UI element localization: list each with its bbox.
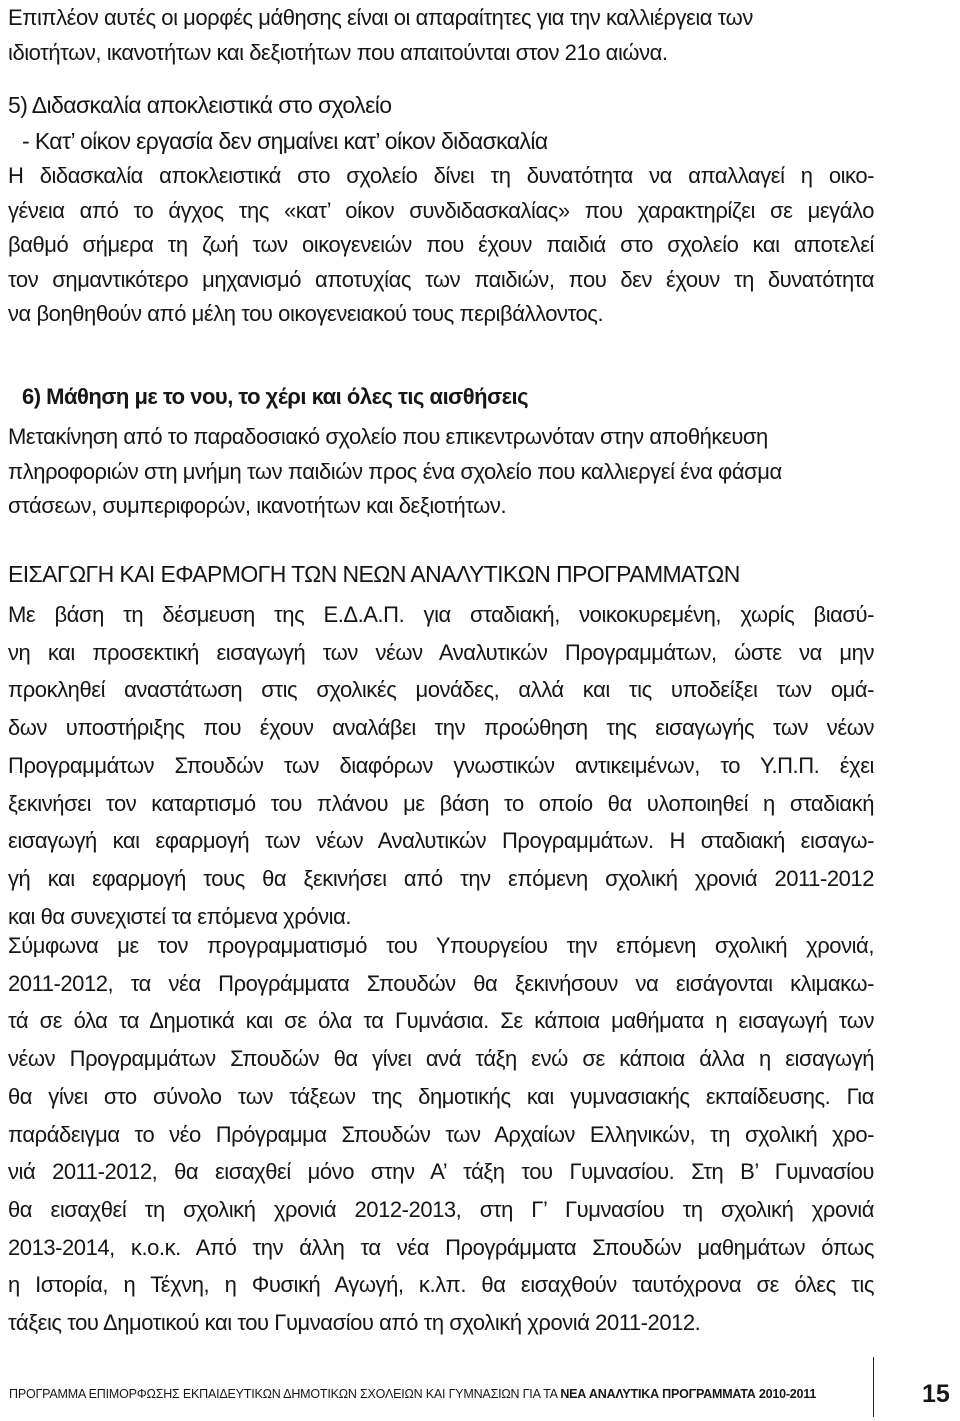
paragraph-2 bbox=[8, 927, 874, 1342]
text-line: τά σε όλα τα Δημοτικά και σε όλα τα Γυμνάσια. Σε κάποια μαθήματα η εισαγωγή των bbox=[8, 1008, 874, 1034]
section-6 bbox=[8, 380, 874, 524]
section-5-body bbox=[8, 159, 874, 332]
text-line: και θα συνεχιστεί τα επόμενα χρόνια. bbox=[8, 903, 352, 929]
text-line: εισαγωγή και εφαρμογή των νέων Αναλυτικών Προγραμμάτων. Η σταδιακή εισαγω- bbox=[8, 828, 874, 854]
text-line: τάξεις του Δημοτικού και του Γυμνασίου από τη σχολική χρονιά 2011-2012. bbox=[8, 1310, 701, 1336]
footer-divider bbox=[873, 1357, 874, 1417]
text-line: δων υποστήριξης που έχουν αναλάβει την προώθηση της εισαγωγής των νέων bbox=[8, 715, 874, 741]
text-line: Σύμφωνα με τον προγραμματισμό του Υπουργείου την επόμενη σχολική χρονιά, bbox=[8, 933, 874, 958]
text-line: Με βάση τη δέσμευση της Ε.Δ.Α.Π. για σταδιακή, νοικοκυρεμένη, χωρίς βιασύ- bbox=[8, 602, 874, 627]
text-line: νη και προσεκτική εισαγωγή των νέων Αναλυτικών Προγραμμάτων, ώστε να μην bbox=[8, 639, 874, 665]
text-line: βαθμό σήμερα τη ζωή των οικογενειών που έχουν παιδιά στο σχολείο και αποτελεί bbox=[8, 232, 874, 257]
section-5-heading: 5) Διδασκαλία αποκλειστικά στο σχολείο bbox=[8, 92, 392, 118]
text-line: η Ιστορία, η Τέχνη, η Φυσική Αγωγή, κ.λπ. θα εισαχθούν ταυτόχρονα σε όλες τις bbox=[8, 1272, 874, 1298]
section-6-heading: 6) Μάθηση με το νου, το χέρι και όλες τις αισθήσεις bbox=[22, 384, 529, 409]
text-line: 2011-2012, τα νέα Προγράμματα Σπουδών θα ξεκινήσουν να εισάγονται κλιμακω- bbox=[8, 970, 874, 996]
footer-text: ΠΡΟΓΡΑΜΜΑ ΕΠΙΜΟΡΦΩΣΗΣ ΕΚΠΑΙΔΕΥΤΙΚΩΝ ΔΗΜΟΤΙΚΩΝ ΣΧΟΛΕΙΩΝ ΚΑΙ ΓΥΜΝΑΣΙΩΝ ΓΙΑ ΤΑ bbox=[9, 1387, 561, 1401]
text-line: Επιπλέον αυτές οι μορφές μάθησης είναι οι απαραίτητες για την καλλιέργεια των bbox=[8, 5, 753, 30]
footer-bold-text: ΝΕΑ ΑΝΑΛΥΤΙΚΑ ΠΡΟΓΡΑΜΜΑΤΑ 2010-2011 bbox=[560, 1387, 817, 1401]
text-line: παράδειγμα το νέο Πρόγραμμα Σπουδών των Αρχαίων Ελληνικών, τη σχολική χρο- bbox=[8, 1121, 874, 1147]
text-line: πληροφοριών στη μνήμη των παιδιών προς ένα σχολείο που καλλιεργεί ένα φάσμα bbox=[8, 458, 782, 484]
text-line: νέων Προγραμμάτων Σπουδών θα γίνει ανά τάξη ενώ σε κάποια άλλα η εισαγωγή bbox=[8, 1046, 874, 1072]
text-line: προκληθεί αναστάτωση στις σχολικές μονάδες, αλλά και τις υποδείξει των ομά- bbox=[8, 677, 874, 703]
text-line: θα εισαχθεί τη σχολική χρονιά 2012-2013, στη Γ’ Γυμνασίου τη σχολική χρονιά bbox=[8, 1196, 874, 1222]
text-line: ξεκινήσει τον καταρτισμό του πλάνου με βάση το οποίο θα υλοποιηθεί η σταδιακή bbox=[8, 790, 874, 816]
text-line: τον σημαντικότερο μηχανισμό αποτυχίας των παιδιών, που δεν έχουν τη δυνατότητα bbox=[8, 266, 874, 292]
text-line: 2013-2014, κ.ο.κ. Από την άλλη τα νέα Προγράμματα Σπουδών μαθημάτων όπως bbox=[8, 1234, 874, 1260]
text-line: γή και εφαρμογή τους θα ξεκινήσει από την επόμενη σχολική χρονιά 2011-2012 bbox=[8, 865, 874, 891]
text-line: γένεια από το άγχος της «κατ’ οίκον συνδιδασκαλίας» που χαρακτηρίζει σε μεγάλο bbox=[8, 197, 874, 223]
section-5-subheading: - Κατ’ οίκον εργασία δεν σημαίνει κατ’ οίκον διδασκαλία bbox=[22, 128, 548, 154]
section-5 bbox=[8, 87, 874, 332]
text-line: Μετακίνηση από το παραδοσιακό σχολείο που επικεντρωνόταν στην αποθήκευση bbox=[8, 424, 768, 449]
text-line: στάσεων, συμπεριφορών, ικανοτήτων και δεξιοτήτων. bbox=[8, 493, 507, 518]
text-line: να βοηθηθούν από μέλη του οικογενειακού τους περιβάλλοντος. bbox=[8, 301, 604, 326]
text-line: θα γίνει στο σύνολο των τάξεων της δημοτικής και γυμνασιακής εκπαίδευσης. Για bbox=[8, 1083, 874, 1109]
section-title: ΕΙΣΑΓΩΓΗ ΚΑΙ ΕΦΑΡΜΟΓΗ ΤΩΝ ΝΕΩΝ ΑΝΑΛΥΤΙΚΩΝ ΠΡΟΓΡΑΜΜΑΤΩΝ bbox=[8, 561, 740, 587]
paragraph-1 bbox=[8, 596, 874, 935]
text-line: Η διδασκαλία αποκλειστικά στο σχολείο δίνει τη δυνατότητα να απαλλαγεί η οικο- bbox=[8, 163, 874, 188]
text-line: ιδιοτήτων, ικανοτήτων και δεξιοτήτων που απαιτούνται στον 21ο αιώνα. bbox=[8, 39, 668, 65]
page-footer bbox=[9, 1387, 816, 1401]
text-line: Προγραμμάτων Σπουδών των διαφόρων γνωστικών αντικειμένων, το Υ.Π.Π. έχει bbox=[8, 752, 874, 778]
section-6-body bbox=[8, 420, 874, 524]
page-number: 15 bbox=[922, 1380, 950, 1408]
intro-paragraph bbox=[8, 1, 874, 70]
text-line: νιά 2011-2012, θα εισαχθεί μόνο στην Α’ τάξη του Γυμνασίου. Στη Β’ Γυμνασίου bbox=[8, 1159, 874, 1185]
